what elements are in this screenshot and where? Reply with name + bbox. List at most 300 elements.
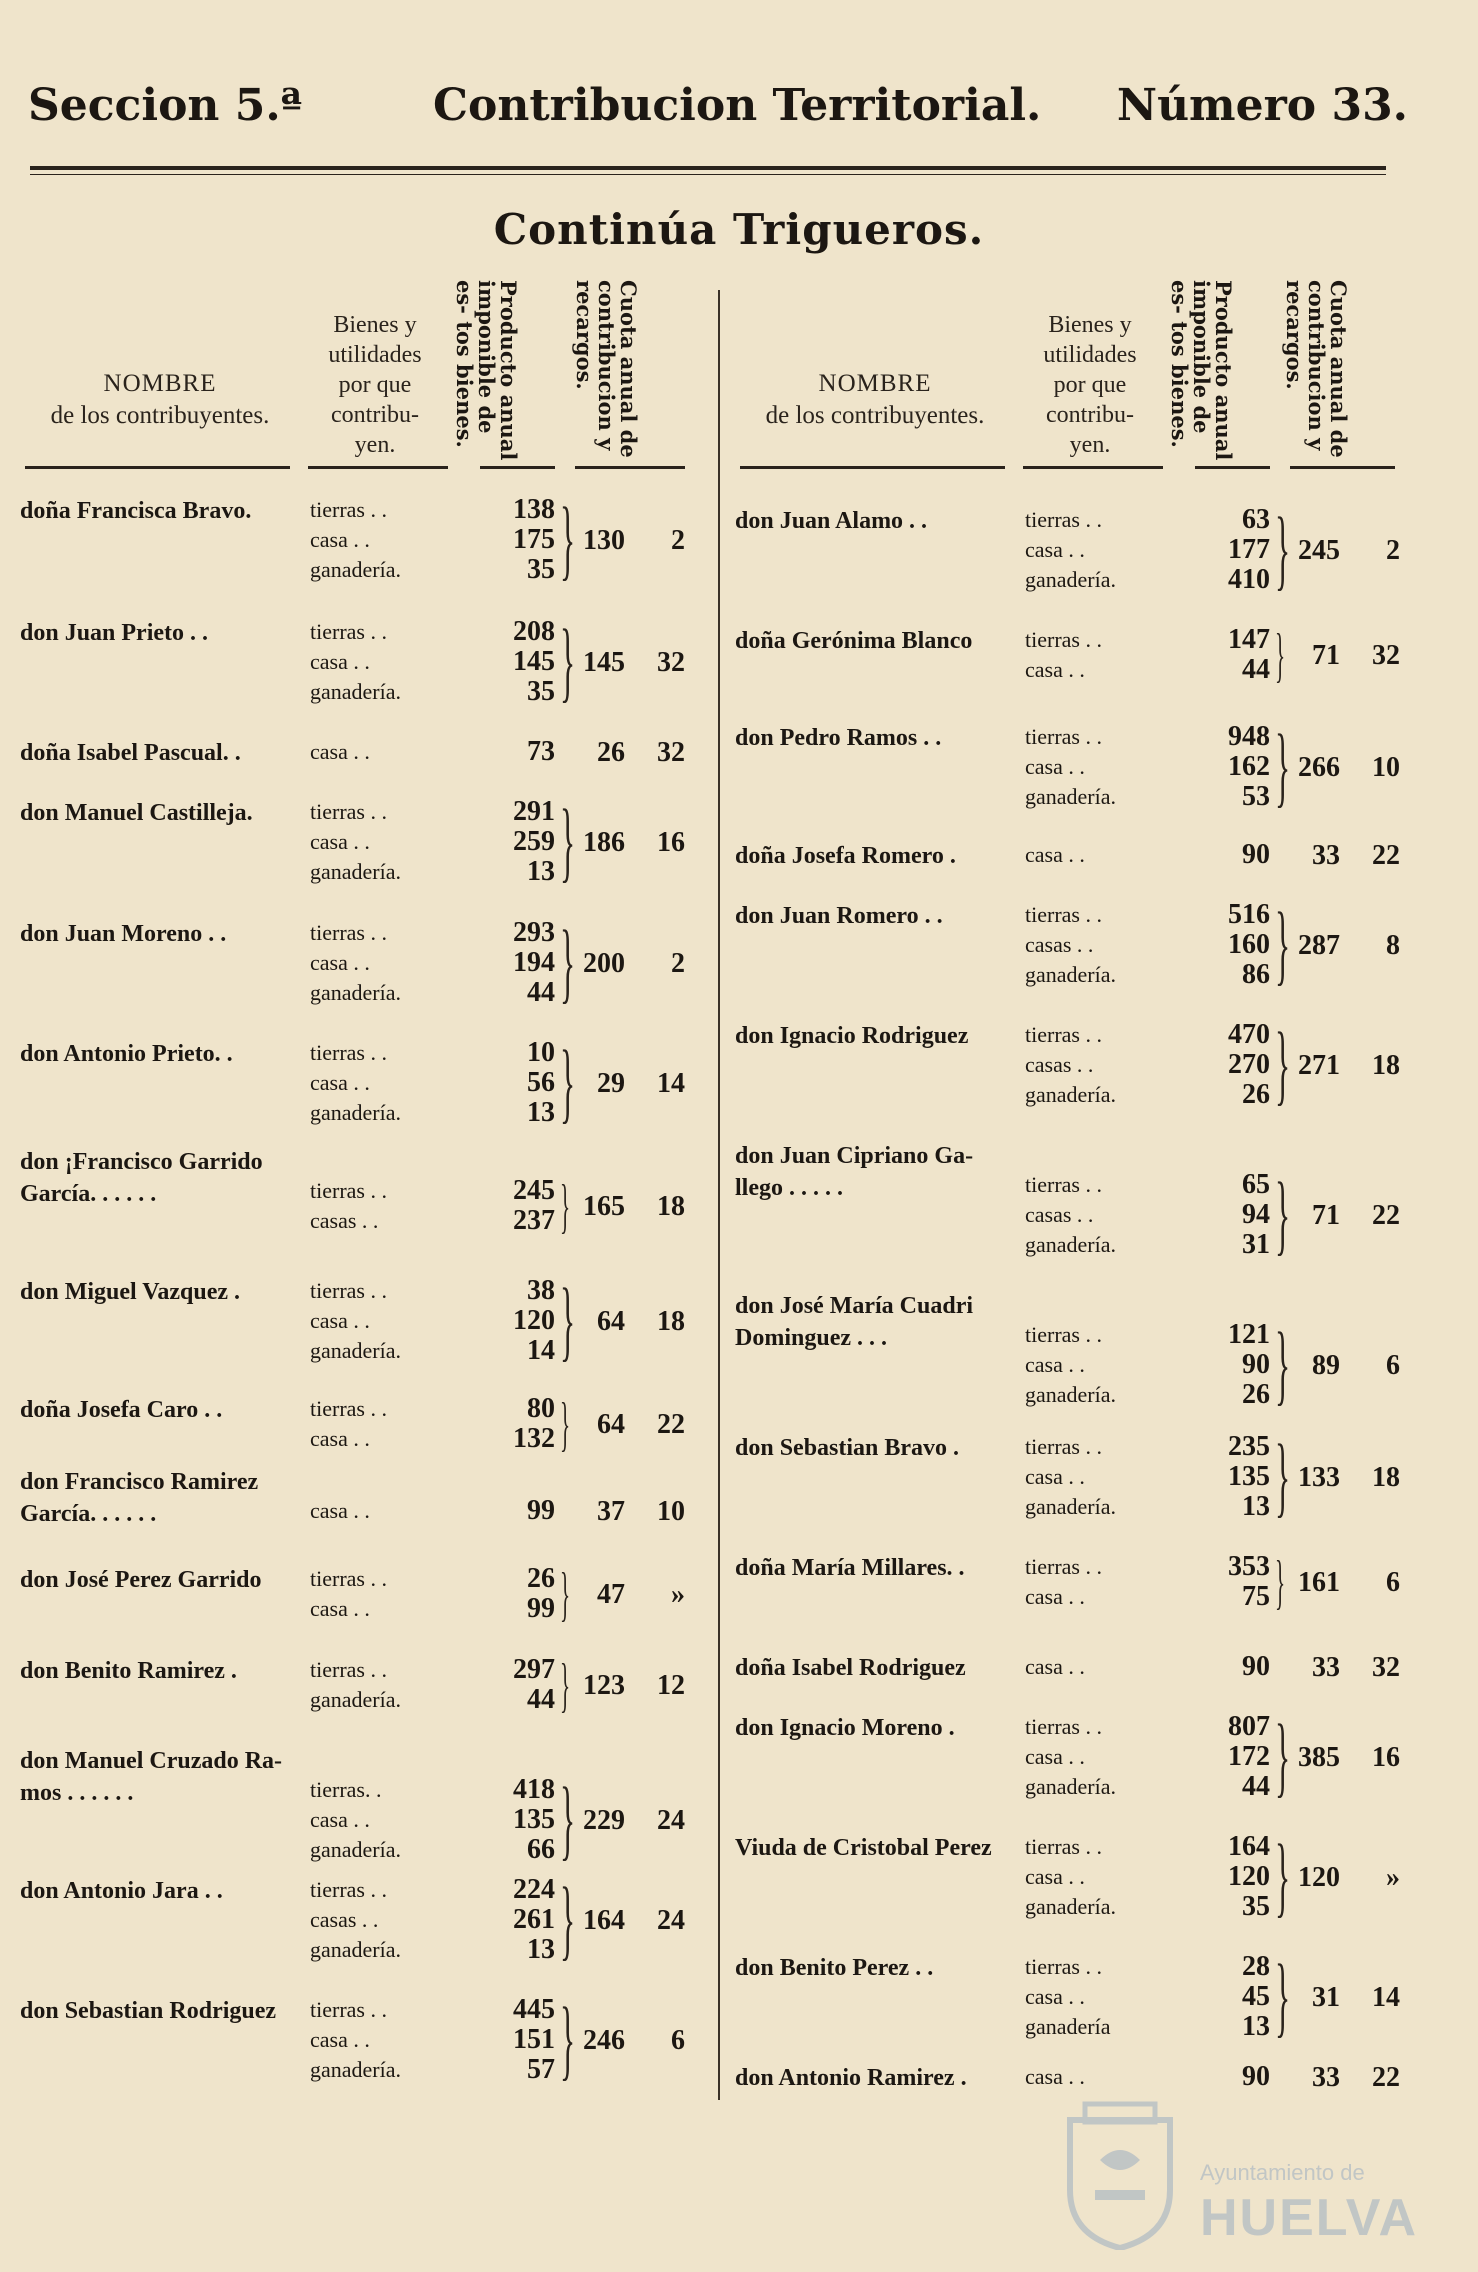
product-value: 35 xyxy=(527,554,555,585)
quota-pesos: 33 xyxy=(1312,840,1340,871)
quota-pesos: 71 xyxy=(1312,1200,1340,1231)
property-items xyxy=(1025,1290,1205,1410)
quota-pesos: 200 xyxy=(583,948,625,979)
contributor-name-line: don Antonio Ramirez . xyxy=(735,2065,967,2091)
product-value: 353 xyxy=(1228,1551,1270,1582)
contributor-name xyxy=(20,1394,310,1426)
product-values xyxy=(475,1038,555,1128)
property-item: ganadería. xyxy=(1025,1082,1116,1107)
property-item: ganadería. xyxy=(1025,1382,1116,1407)
product-value: 297 xyxy=(513,1654,555,1685)
property-item: tierras . . xyxy=(310,1040,387,1065)
table-row xyxy=(20,1990,690,2095)
product-value: 45 xyxy=(1242,1981,1270,2012)
brace-icon: } xyxy=(1275,622,1286,688)
column-divider xyxy=(718,290,720,2100)
property-items xyxy=(1025,625,1205,685)
quota-pesos: 271 xyxy=(1298,1050,1340,1081)
quota-cents: 32 xyxy=(657,647,685,678)
property-item: casa . . xyxy=(1025,1864,1085,1889)
product-value: 26 xyxy=(1242,1379,1270,1410)
product-value: 38 xyxy=(527,1275,555,1306)
property-item: tierras . . xyxy=(1025,1022,1102,1047)
product-value: 80 xyxy=(527,1393,555,1424)
property-item: casas . . xyxy=(1025,932,1094,957)
quota-pesos: 266 xyxy=(1298,752,1340,783)
quota-cents: 14 xyxy=(1372,1982,1400,2013)
product-value: 261 xyxy=(513,1904,555,1935)
product-values xyxy=(1190,1140,1270,1260)
product-value: 293 xyxy=(513,917,555,948)
product-value: 66 xyxy=(527,1834,555,1865)
property-items xyxy=(310,1564,490,1624)
brace-icon: } xyxy=(1275,1315,1291,1414)
quota-pesos: 29 xyxy=(597,1068,625,1099)
product-value: 194 xyxy=(513,947,555,978)
product-value: 44 xyxy=(527,977,555,1008)
table-row xyxy=(735,1427,1405,1532)
quota-cents: 22 xyxy=(1372,1200,1400,1231)
product-value: 121 xyxy=(1228,1319,1270,1350)
header-producto: Producto anual imponible de es- tos bienes. xyxy=(452,280,521,461)
property-item xyxy=(1025,1140,1205,1170)
brace-icon: } xyxy=(560,792,576,891)
property-items xyxy=(310,1745,490,1865)
product-values xyxy=(475,1146,555,1236)
property-item: ganadería. xyxy=(1025,1232,1116,1257)
contributor-name-line: doña Isabel Rodriguez xyxy=(735,1655,966,1681)
product-values xyxy=(475,737,555,767)
quota-cents: 2 xyxy=(671,525,685,556)
property-items xyxy=(1025,1140,1205,1260)
contributor-name-line: Viuda de Cristobal Perez xyxy=(735,1835,992,1861)
contributor-name xyxy=(735,1290,1025,1354)
property-item: casa . . xyxy=(310,829,370,854)
property-item: casa . . xyxy=(1025,1352,1085,1377)
quota-pesos: 164 xyxy=(583,1905,625,1936)
property-item: tierras . . xyxy=(310,1396,387,1421)
contributor-name-line: don Benito Perez . . xyxy=(735,1955,934,1981)
property-item: ganadería. xyxy=(310,557,401,582)
header-name-sub: de los contribuyentes. xyxy=(765,402,985,429)
property-items xyxy=(1025,722,1205,812)
property-item: ganadería. xyxy=(1025,784,1116,809)
product-value: 99 xyxy=(527,1495,555,1526)
quota-pesos: 229 xyxy=(583,1805,625,1836)
quota-cents: 2 xyxy=(671,948,685,979)
contributor-name-line: Dominguez . . . xyxy=(735,1325,887,1351)
contributor-name xyxy=(735,1020,1025,1052)
product-value: 237 xyxy=(513,1205,555,1236)
product-value: 44 xyxy=(1242,1771,1270,1802)
property-items xyxy=(1025,505,1205,595)
table-row xyxy=(20,1652,690,1755)
table-row xyxy=(735,895,1405,1000)
header-bienes-line: Bienes y xyxy=(1048,312,1132,338)
property-item: casa . . xyxy=(1025,657,1085,682)
contributor-name-line: don Manuel Castilleja. xyxy=(20,800,253,826)
property-item: casa . . xyxy=(310,1308,370,1333)
quota-cents: 32 xyxy=(1372,640,1400,671)
contributor-name-line: don Pedro Ramos . . xyxy=(735,725,942,751)
brace-icon: } xyxy=(560,1033,576,1132)
quota-cents: » xyxy=(671,1579,685,1610)
contributor-name-line: don Ignacio Rodriguez xyxy=(735,1023,969,1049)
header-bienes-line: utilidades xyxy=(328,342,422,368)
table-row xyxy=(735,1707,1405,1812)
property-items xyxy=(310,918,490,1008)
product-value: 35 xyxy=(1242,1891,1270,1922)
quota-pesos: 33 xyxy=(1312,2062,1340,2093)
property-item: tierras . . xyxy=(1025,1172,1102,1197)
product-value: 75 xyxy=(1242,1581,1270,1612)
header-rule xyxy=(30,166,1386,170)
product-value: 14 xyxy=(527,1335,555,1366)
page-header xyxy=(28,80,1408,150)
product-value: 90 xyxy=(1242,1349,1270,1380)
property-item: ganadería. xyxy=(310,980,401,1005)
quota-pesos: 165 xyxy=(583,1191,625,1222)
contributor-name xyxy=(735,722,1025,754)
header-name xyxy=(20,270,300,470)
header-underline xyxy=(1195,466,1270,469)
property-item xyxy=(310,1466,490,1496)
property-item: casa . . xyxy=(1025,1984,1085,2009)
property-item: tierras . . xyxy=(1025,1834,1102,1859)
contributor-name-line: don Antonio Prieto. . xyxy=(20,1041,233,1067)
contributor-name-line: doña Josefa Romero . xyxy=(735,843,956,869)
header-rule-thin xyxy=(30,174,1386,175)
quota-cents: 32 xyxy=(1372,1652,1400,1683)
quota-pesos: 246 xyxy=(583,2025,625,2056)
brace-icon: } xyxy=(560,1271,576,1370)
table-row xyxy=(20,1146,690,1246)
property-items xyxy=(310,797,490,887)
product-values xyxy=(475,1875,555,1965)
quota-cents: 12 xyxy=(657,1670,685,1701)
table-row xyxy=(20,792,690,897)
quota-pesos: 47 xyxy=(597,1579,625,1610)
product-value: 53 xyxy=(1242,781,1270,812)
product-values xyxy=(1190,625,1270,685)
product-values xyxy=(1190,1712,1270,1802)
contributor-name-line: García. . . . . . xyxy=(20,1181,157,1207)
product-value: 948 xyxy=(1228,721,1270,752)
product-value: 132 xyxy=(513,1423,555,1454)
quota-cents: 16 xyxy=(1372,1742,1400,1773)
product-values xyxy=(1190,1432,1270,1522)
product-value xyxy=(1190,1290,1270,1320)
property-item: casa . . xyxy=(310,1498,370,1523)
property-items xyxy=(310,495,490,585)
brace-icon: } xyxy=(560,612,576,711)
product-value xyxy=(1190,1140,1270,1170)
table-row xyxy=(20,1561,690,1664)
property-items xyxy=(1025,1020,1205,1110)
property-item: tierras . . xyxy=(1025,1554,1102,1579)
header-title: Contribucion Territorial. xyxy=(433,80,1042,131)
contributor-name xyxy=(20,1146,310,1210)
product-value xyxy=(475,1466,555,1496)
property-item: tierras . . xyxy=(310,1877,387,1902)
product-value: 86 xyxy=(1242,959,1270,990)
product-value: 516 xyxy=(1228,899,1270,930)
contributor-name-line: don Juan Cipriano Ga- xyxy=(735,1143,974,1169)
header-bienes-line: Bienes y xyxy=(333,312,417,338)
contributor-name-line: don Miguel Vazquez . xyxy=(20,1279,241,1305)
brace-icon: } xyxy=(1275,500,1291,599)
product-value: 73 xyxy=(527,736,555,767)
property-item: casa . . xyxy=(310,1070,370,1095)
header-underline xyxy=(480,466,555,469)
quota-cents: 18 xyxy=(1372,1050,1400,1081)
product-value: 57 xyxy=(527,2054,555,2085)
table-row xyxy=(20,1745,690,1869)
quota-pesos: 64 xyxy=(597,1306,625,1337)
product-value: 172 xyxy=(1228,1741,1270,1772)
contributor-name xyxy=(735,625,1025,657)
contributor-name-line: don Juan Prieto . . xyxy=(20,620,209,646)
product-values xyxy=(475,918,555,1008)
contributor-name-line: llego . . . . . xyxy=(735,1175,843,1201)
table-row xyxy=(20,490,690,595)
contributor-name xyxy=(735,505,1025,537)
contributor-name xyxy=(20,1995,310,2027)
contributor-name xyxy=(20,617,310,649)
property-item: tierras . . xyxy=(310,920,387,945)
product-value: 259 xyxy=(513,826,555,857)
product-value: 291 xyxy=(513,796,555,827)
table-row xyxy=(20,1870,690,1975)
contributor-name xyxy=(20,1655,310,1687)
property-item: casa . . xyxy=(1025,842,1085,867)
contributor-name-line: doña Gerónima Blanco xyxy=(735,628,973,654)
property-items xyxy=(1025,840,1205,870)
contributor-name xyxy=(20,797,310,829)
table-row xyxy=(735,500,1405,605)
quota-cents: 24 xyxy=(657,1805,685,1836)
property-items xyxy=(310,1394,490,1454)
property-item: tierras. . xyxy=(310,1777,382,1802)
contributor-name xyxy=(20,737,310,769)
brace-icon: } xyxy=(1275,1707,1291,1806)
header-bienes-line: yen. xyxy=(1069,432,1111,458)
table-row xyxy=(20,612,690,717)
contributor-name xyxy=(735,1952,1025,1984)
property-item: casas . . xyxy=(1025,1202,1094,1227)
quota-pesos: 161 xyxy=(1298,1567,1340,1598)
table-row xyxy=(735,717,1405,822)
property-item: tierras . . xyxy=(1025,507,1102,532)
product-value: 28 xyxy=(1242,1951,1270,1982)
table-row xyxy=(735,1015,1405,1120)
property-item xyxy=(310,1146,490,1176)
property-item: tierras . . xyxy=(310,619,387,644)
property-item: tierras . . xyxy=(310,1997,387,2022)
brace-icon: } xyxy=(1275,895,1291,994)
property-items xyxy=(310,617,490,707)
header-underline xyxy=(25,466,290,469)
product-value: 120 xyxy=(513,1305,555,1336)
table-row xyxy=(735,1947,1405,2052)
header-bienes-line: contribu- xyxy=(331,402,419,428)
table-row xyxy=(735,1140,1405,1264)
quota-pesos: 33 xyxy=(1312,1652,1340,1683)
contributor-name-line: don Juan Alamo . . xyxy=(735,508,928,534)
brace-icon: } xyxy=(560,1870,576,1969)
product-value xyxy=(475,1745,555,1775)
header-bienes-line: por que xyxy=(1053,372,1127,398)
product-value: 44 xyxy=(1242,654,1270,685)
contributor-name xyxy=(20,1875,310,1907)
municipal-watermark xyxy=(1060,2100,1420,2260)
property-item: casa . . xyxy=(1025,1464,1085,1489)
product-values xyxy=(475,797,555,887)
brace-icon: } xyxy=(560,1652,571,1718)
contributor-name-line: don Francisco Ramirez xyxy=(20,1469,259,1495)
table-row xyxy=(20,1466,690,1566)
property-item: tierras . . xyxy=(1025,902,1102,927)
header-underline xyxy=(740,466,1005,469)
contributor-name-line: don Juan Moreno . . xyxy=(20,921,227,947)
property-item: casa . . xyxy=(1025,1584,1085,1609)
quota-cents: 14 xyxy=(657,1068,685,1099)
property-item: casa . . xyxy=(310,1596,370,1621)
product-value: 208 xyxy=(513,616,555,647)
header-underline xyxy=(1023,466,1163,469)
product-value: 160 xyxy=(1228,929,1270,960)
property-item: casa . . xyxy=(310,950,370,975)
brace-icon: } xyxy=(1275,1827,1291,1926)
brace-icon: } xyxy=(1275,717,1291,816)
property-item: casas . . xyxy=(310,1907,379,1932)
property-items xyxy=(1025,900,1205,990)
property-item: tierras . . xyxy=(1025,627,1102,652)
quota-pesos: 245 xyxy=(1298,535,1340,566)
header-bienes-line: utilidades xyxy=(1043,342,1137,368)
header-cuota: Cuota anual de contribucion y recargos. xyxy=(572,280,641,458)
product-value: 470 xyxy=(1228,1019,1270,1050)
product-value: 90 xyxy=(1242,2061,1270,2092)
contributor-name xyxy=(735,1140,1025,1204)
contributor-name-line: doña Isabel Pascual. . xyxy=(20,740,241,766)
property-item: casa . . xyxy=(310,527,370,552)
product-value: 245 xyxy=(513,1175,555,1206)
property-item: ganadería. xyxy=(310,859,401,884)
coat-of-arms-icon xyxy=(1060,2100,1180,2250)
quota-pesos: 37 xyxy=(597,1496,625,1527)
product-value: 145 xyxy=(513,646,555,677)
product-values xyxy=(1190,900,1270,990)
product-value: 35 xyxy=(527,676,555,707)
contributor-name-line: don Sebastian Bravo . xyxy=(735,1435,960,1461)
product-values xyxy=(475,495,555,585)
product-value: 138 xyxy=(513,494,555,525)
property-items xyxy=(310,737,490,767)
product-value: 13 xyxy=(527,1097,555,1128)
contributor-name xyxy=(735,2062,1025,2094)
quota-cents: 16 xyxy=(657,827,685,858)
property-item: ganadería. xyxy=(310,2057,401,2082)
property-item: casa . . xyxy=(1025,537,1085,562)
property-items xyxy=(1025,1652,1205,1682)
header-name-sub: de los contribuyentes. xyxy=(50,402,270,429)
product-value: 162 xyxy=(1228,751,1270,782)
contributor-name-line: don José Perez Garrido xyxy=(20,1567,262,1593)
product-value: 13 xyxy=(527,1934,555,1965)
property-item: casa . . xyxy=(1025,1744,1085,1769)
property-item: casa . . xyxy=(310,1426,370,1451)
property-item: ganadería. xyxy=(310,1100,401,1125)
property-item: casa . . xyxy=(310,649,370,674)
quota-cents: 18 xyxy=(657,1191,685,1222)
table-row xyxy=(20,1033,690,1138)
contributor-name xyxy=(20,1564,310,1596)
quota-pesos: 385 xyxy=(1298,1742,1340,1773)
table-row xyxy=(20,913,690,1018)
contributor-name xyxy=(735,1712,1025,1744)
property-item: casa . . xyxy=(1025,1654,1085,1679)
product-value: 63 xyxy=(1242,504,1270,535)
quota-cents: 22 xyxy=(1372,2062,1400,2093)
property-item: casa . . xyxy=(310,1807,370,1832)
contributor-name-line: doña Francisca Bravo. xyxy=(20,498,252,524)
quota-pesos: 120 xyxy=(1298,1862,1340,1893)
product-value: 175 xyxy=(513,524,555,555)
quota-pesos: 133 xyxy=(1298,1462,1340,1493)
contributor-name xyxy=(735,1652,1025,1684)
quota-pesos: 89 xyxy=(1312,1350,1340,1381)
brace-icon: } xyxy=(560,1990,576,2089)
property-item: tierras . . xyxy=(310,799,387,824)
property-item: tierras . . xyxy=(310,497,387,522)
property-item: casa . . xyxy=(1025,754,1085,779)
property-item: ganadería. xyxy=(1025,567,1116,592)
contributor-name xyxy=(735,1432,1025,1464)
quota-pesos: 71 xyxy=(1312,640,1340,671)
property-item: tierras . . xyxy=(310,1178,387,1203)
product-value: 270 xyxy=(1228,1049,1270,1080)
product-value: 418 xyxy=(513,1774,555,1805)
watermark-line2: HUELVA xyxy=(1200,2189,1419,2247)
brace-icon: } xyxy=(560,1391,571,1457)
section-label: Seccion 5.ª xyxy=(28,80,303,131)
product-value: 26 xyxy=(1242,1079,1270,1110)
contributor-name-line: don Ignacio Moreno . xyxy=(735,1715,955,1741)
property-items xyxy=(310,1038,490,1128)
header-bienes-line: contribu- xyxy=(1046,402,1134,428)
product-values xyxy=(475,1466,555,1526)
brace-icon: } xyxy=(560,1561,571,1627)
contributor-name-line: doña Josefa Caro . . xyxy=(20,1397,223,1423)
property-item: tierras . . xyxy=(310,1278,387,1303)
contributor-name-line: mos . . . . . . xyxy=(20,1780,134,1806)
product-value: 26 xyxy=(527,1563,555,1594)
quota-cents: 22 xyxy=(657,1409,685,1440)
quota-cents: 6 xyxy=(671,2025,685,2056)
contributor-name xyxy=(735,1552,1025,1584)
table-row xyxy=(735,1290,1405,1414)
contributor-name xyxy=(20,1466,310,1530)
product-values xyxy=(475,1276,555,1366)
property-items xyxy=(310,1276,490,1366)
product-values xyxy=(1190,840,1270,870)
property-item: tierras . . xyxy=(1025,1434,1102,1459)
property-item: tierras . . xyxy=(1025,724,1102,749)
header-underline xyxy=(1290,466,1395,469)
product-values xyxy=(1190,1020,1270,1110)
left-column xyxy=(20,270,700,2150)
